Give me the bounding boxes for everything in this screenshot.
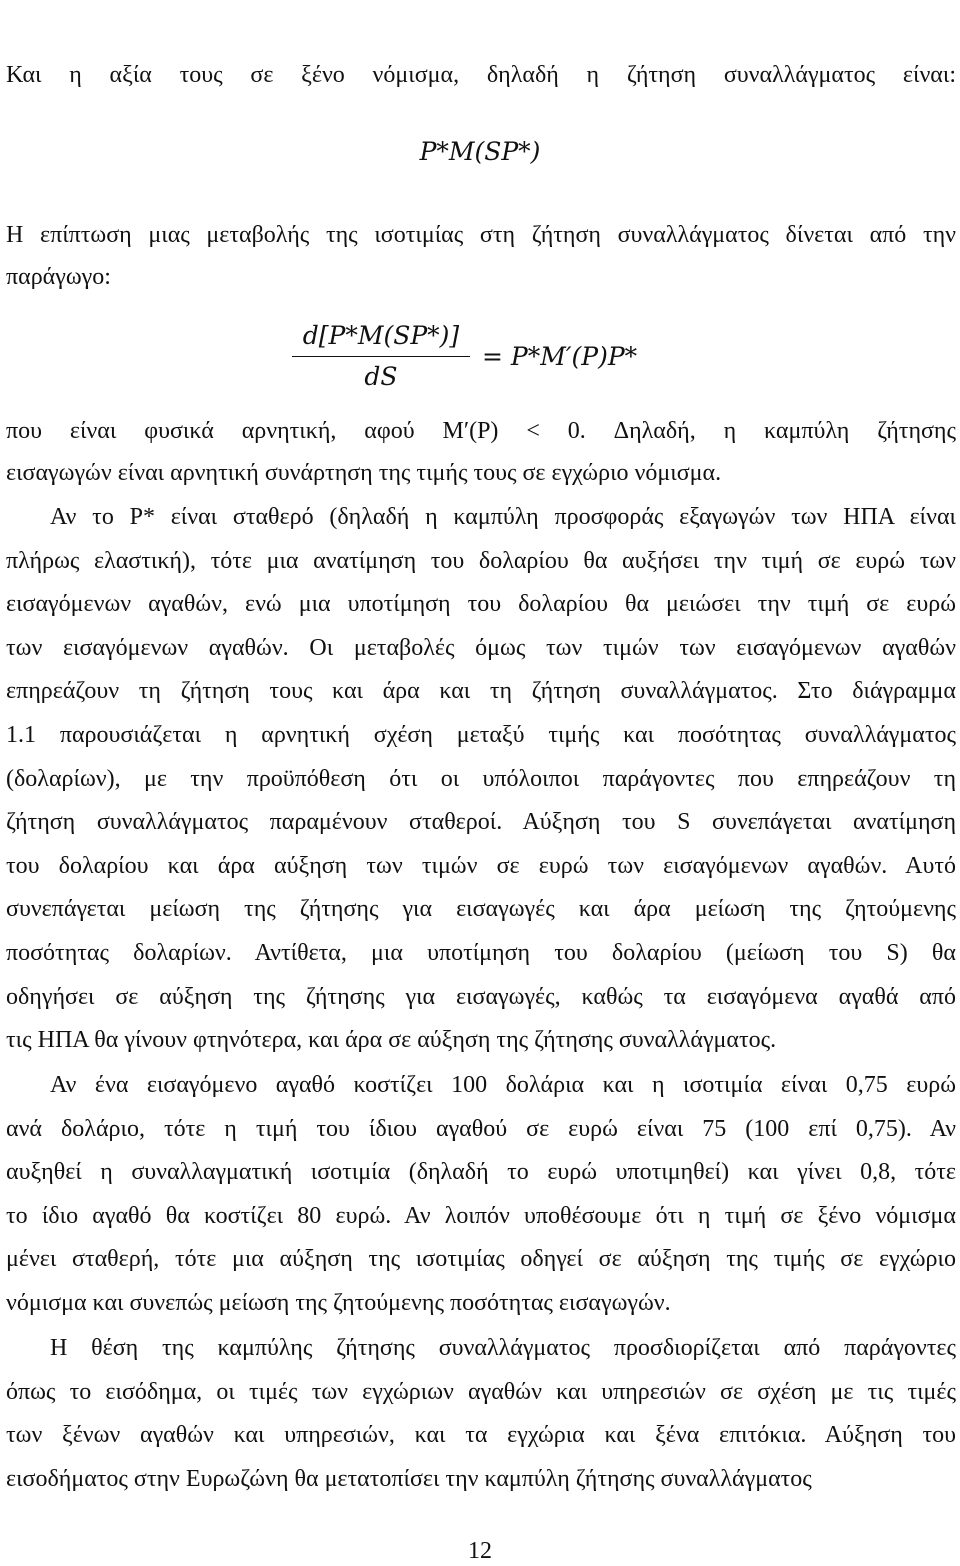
- p4-line: ζήτηση συναλλάγματος παραμένουν σταθεροί. Αύξηση του S συνεπάγεται ανατίμηση: [6, 809, 956, 836]
- derivative-fraction: [292, 318, 470, 395]
- p4-line: πλήρως ελαστική), τότε μια ανατίμηση του δολαρίου θα αυξήσει την τιμή σε ευρώ των: [6, 547, 956, 574]
- p4-line: τις ΗΠΑ θα γίνουν φτηνότερα, και άρα σε αύξηση της ζήτησης συναλλάγματος.: [6, 1027, 777, 1054]
- p3-line: που είναι φυσικά αρνητική, αφού M′(P) < 0. Δηλαδή, η καμπύλη ζήτησης: [6, 418, 956, 444]
- p5-line: το ίδιο αγαθό θα κοστίζει 80 ευρώ. Αν λοιπόν υποθέσουμε ότι η τιμή σε ξένο νόμισμα: [6, 1202, 956, 1229]
- derivative-denominator: dS: [364, 362, 398, 391]
- p4-line: οδηγήσει σε αύξηση της ζήτησης για εισαγωγές, καθώς τα εισαγόμενα αγαθά από: [6, 983, 956, 1010]
- intro-paragraph: Και η αξία τους σε ξένο νόμισμα, δηλαδή η ζήτηση συναλλάγματος είναι:: [6, 62, 956, 88]
- p4-line: των εισαγόμενων αγαθών. Οι μεταβολές όμως των τιμών των εισαγόμενων αγαθών: [6, 634, 956, 661]
- p6-line: Η θέση της καμπύλης ζήτησης συναλλάγματος προσδιορίζεται από παράγοντες: [50, 1335, 956, 1361]
- p4-line: ποσότητας δολαρίων. Αντίθετα, μια υποτίμηση του δολαρίου (μείωση του S) θα: [6, 940, 956, 966]
- page-number: 12: [468, 1538, 492, 1564]
- p5-line: μένει σταθερή, τότε μια αύξηση της ισοτιμίας οδηγεί σε αύξηση της τιμής σε εγχώριο: [6, 1246, 956, 1273]
- p5-line: νόμισμα και συνεπώς μείωση της ζητούμενης ποσότητας εισαγωγών.: [6, 1290, 671, 1316]
- p4-line: του δολαρίου και άρα αύξηση των τιμών σε ευρώ των εισαγόμενων αγαθών. Αυτό: [6, 852, 956, 879]
- p4-line: Αν το P* είναι σταθερό (δηλαδή η καμπύλη προσφοράς εξαγωγών των ΗΠΑ είναι: [50, 504, 956, 530]
- derivative-numerator: d[P*M(SP*)]: [302, 321, 460, 350]
- p4-line: 1.1 παρουσιάζεται η αρνητική σχέση μεταξύ τιμής και ποσότητας συναλλάγματος: [6, 722, 956, 748]
- paragraph-2-line-1: Η επίπτωση μιας μεταβολής της ισοτιμίας στη ζήτηση συναλλάγματος δίνεται από την: [6, 222, 956, 248]
- p5-line: ανά δολάριο, τότε η τιμή του ίδιου αγαθού σε ευρώ είναι 75 (100 επί 0,75). Αν: [6, 1115, 956, 1142]
- p4-line: (δολαρίων), με την προϋπόθεση ότι οι υπόλοιποι παράγοντες που επηρεάζουν τη: [6, 765, 956, 792]
- paragraph-2-line-2: παράγωγο:: [6, 264, 111, 290]
- derivative-equation: [0, 318, 960, 398]
- p6-line: όπως το εισόδημα, οι τιμές των εγχώριων αγαθών και υπηρεσιών σε σχέση με τις τιμές: [6, 1378, 956, 1405]
- derivative-rhs: = P*M′(P)P*: [482, 342, 638, 371]
- p3-line: εισαγωγών είναι αρνητική συνάρτηση της τιμής τους σε εγχώριο νόμισμα.: [6, 460, 722, 486]
- p6-line: των ξένων αγαθών και υπηρεσιών, και τα εγχώρια και ξένα επιτόκια. Αύξηση του: [6, 1422, 956, 1449]
- p5-line: αυξηθεί η συναλλαγματική ισοτιμία (δηλαδή το ευρώ υποτιμηθεί) και γίνει 0,8, τότε: [6, 1159, 956, 1186]
- p4-line: επηρεάζουν τη ζήτηση τους και άρα και τη ζήτηση συναλλάγματος. Στο διάγραμμα: [6, 678, 956, 705]
- equation-demand-foreign-currency: P*M(SP*): [419, 137, 541, 166]
- p4-line: συνεπάγεται μείωση της ζήτησης για εισαγωγές και άρα μείωση της ζητούμενης: [6, 896, 956, 923]
- p4-line: εισαγόμενων αγαθών, ενώ μια υποτίμηση του δολαρίου θα μειώσει την τιμή σε ευρώ: [6, 591, 956, 618]
- p6-line: εισοδήματος στην Ευρωζώνη θα μετατοπίσει την καμπύλη ζήτησης συναλλάγματος: [6, 1465, 812, 1492]
- p5-line: Αν ένα εισαγόμενο αγαθό κοστίζει 100 δολάρια και η ισοτιμία είναι 0,75 ευρώ: [50, 1072, 956, 1098]
- fraction-bar: [292, 356, 470, 357]
